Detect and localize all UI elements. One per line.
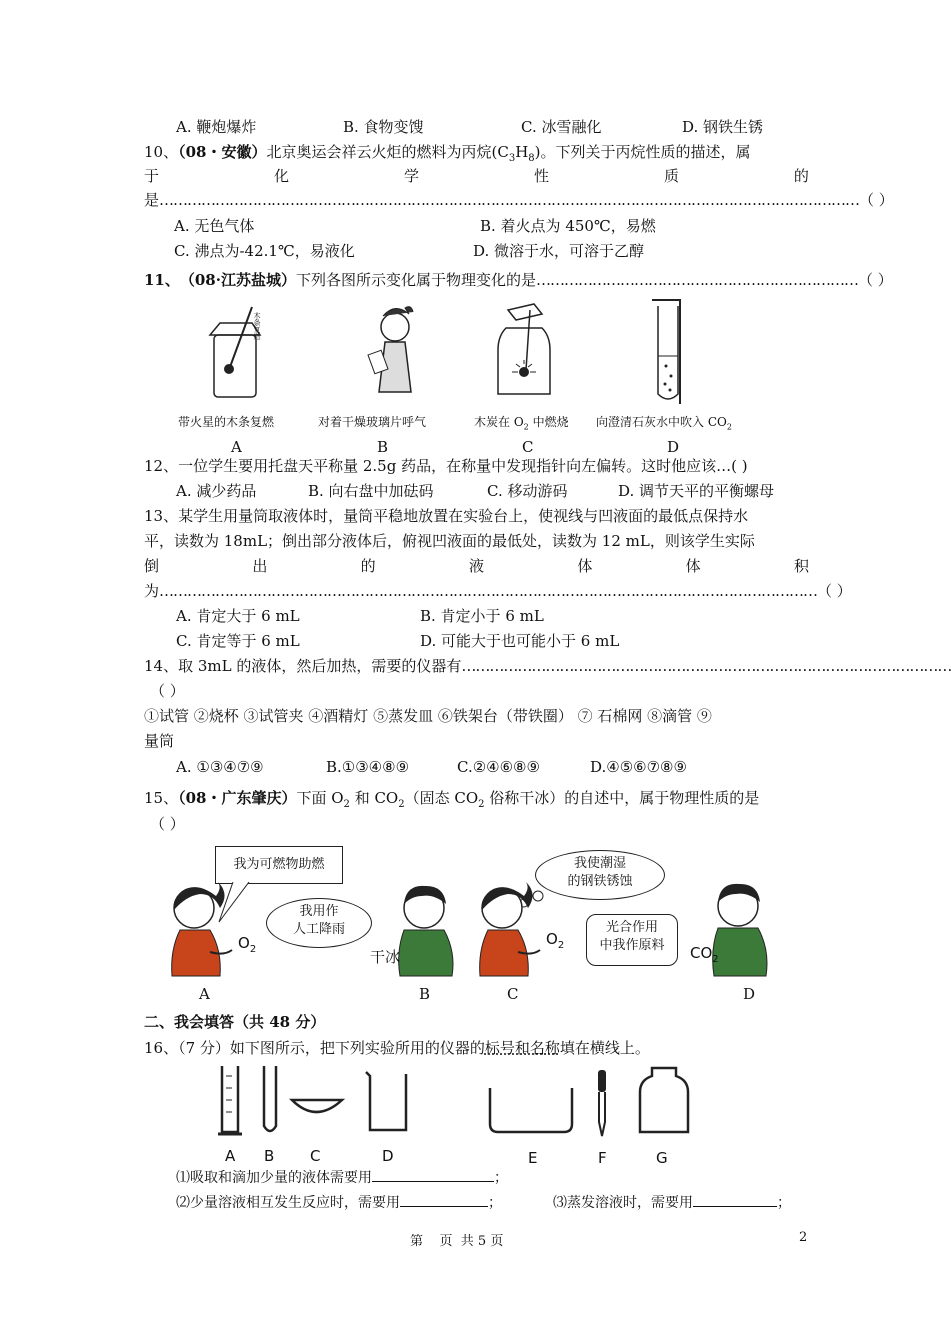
q13-option-b: B. 肯定小于 6 mL <box>420 607 544 625</box>
q13-line2: 平，读数为 18mL；倒出部分液体后，俯视凹液面的最低处，读数为 12 mL，则该学生实际 <box>144 532 755 550</box>
label-dry-ice: 干冰 <box>370 948 401 966</box>
apparatus-f: F <box>598 1149 607 1167</box>
q10-stem-line3: 是 …………………………………………………………………………………………………………………………………… （ ） <box>144 191 894 209</box>
q13-line3: 倒 出 的 液 体 体 积 <box>144 557 809 575</box>
q14-items-end: 量筒 <box>144 732 175 750</box>
bubble-a: 我为可燃物助燃 <box>215 846 343 884</box>
q15-letter-c: C <box>507 985 519 1003</box>
caption-c: 木炭在 $O_2$ 中燃烧 <box>474 415 569 432</box>
answer-blank-2[interactable] <box>400 1192 488 1207</box>
q15-letter-d: D <box>743 985 756 1003</box>
answer-blank-3[interactable] <box>693 1192 777 1207</box>
apparatus-c: C <box>310 1147 321 1165</box>
q14-option-d: D.④⑤⑥⑦⑧⑨ <box>590 758 687 776</box>
q12-option-d: D. 调节天平的平衡螺母 <box>618 482 775 500</box>
q10-option-a: A. 无色气体 <box>174 217 255 235</box>
caption-a: 带火星的木条复燃 <box>178 415 275 429</box>
q13-line4: 为 …………………………………………………………………………………………………………………………… （ ） <box>144 582 852 600</box>
q11-letter-d: D <box>667 438 680 456</box>
q14-option-b: B.①③④⑧⑨ <box>326 758 410 776</box>
apparatus-g: G <box>656 1149 668 1167</box>
q10-stem-line2: 于 化 学 性 质 的 <box>144 167 809 185</box>
q9-option-a: A. 鞭炮爆炸 <box>176 118 257 136</box>
q14-option-a: A. ①③④⑦⑨ <box>176 758 264 776</box>
label-o2-c: $O_2$ <box>546 930 565 951</box>
q14-option-c: C.②④⑥⑧⑨ <box>457 758 540 776</box>
q12-option-b: B. 向右盘中加砝码 <box>308 482 434 500</box>
q11-letter-b: B <box>377 438 389 456</box>
q16-fill-1: ⑴吸取和滴加少量的液体需要用 ； <box>176 1167 508 1188</box>
q10-stem: 10、（08・安徽）北京奥运会祥云火炬的燃料为丙烷$(C_3H_8)$。下列关于丙烷性质的描述，属 <box>144 143 751 164</box>
page-footer: 第 页 共 5 页 <box>410 1234 504 1249</box>
q14-items: ①试管 ②烧杯 ③试管夹 ④酒精灯 ⑤蒸发皿 ⑥铁架台（带铁圈） ⑦ 石棉网 ⑧滴管 ⑨ <box>144 707 712 725</box>
q10-option-d: D. 微溶于水，可溶于乙醇 <box>473 242 645 260</box>
bubble-c: 我使潮湿 的钢铁锈蚀 <box>535 850 665 900</box>
q9-option-c: C. 冰雪融化 <box>521 118 602 136</box>
q14-stem: 14、取 3mL 的液体，然后加热，需要的仪器有 …………………………………………………………………………………………… <box>144 657 951 675</box>
q10-option-b: B. 着火点为 450℃，易燃 <box>480 217 656 235</box>
boy-b-figure <box>392 882 462 976</box>
bubble-b: 我用作 人工降雨 <box>266 898 372 948</box>
bubble-d: 光合作用 中我作原料 <box>586 914 678 966</box>
q10-option-c: C. 沸点为-42.1℃，易液化 <box>174 242 355 260</box>
q16-stem: 16、（7 分）如下图所示，把下列实验所用的仪器的标号和名称填在横线上。 <box>144 1039 650 1057</box>
q13-option-d: D. 可能大于也可能小于 6 mL <box>420 632 620 650</box>
caption-b: 对着干燥玻璃片呼气 <box>318 415 427 429</box>
jar-label: 木条复燃 <box>253 312 261 340</box>
apparatus-e: E <box>528 1149 538 1167</box>
q15-letter-a: A <box>199 985 210 1003</box>
section-2-heading: 二、我会填答（共 48 分） <box>144 1013 326 1031</box>
q12-stem: 12、一位学生要用托盘天平称量 2.5g 药品，在称量中发现指针向左偏转。这时他应该…( ) <box>144 457 748 475</box>
girl-breathing-figure <box>365 302 420 402</box>
q16-fill-3: ⑶蒸发溶液时，需要用 ； <box>553 1192 791 1213</box>
q15-letter-b: B <box>419 985 431 1003</box>
jar-charcoal-figure <box>490 300 560 404</box>
q12-option-a: A. 减少药品 <box>176 482 257 500</box>
girl-c-figure <box>468 880 540 976</box>
apparatus-d: D <box>382 1147 394 1165</box>
q13-option-a: A. 肯定大于 6 mL <box>176 607 300 625</box>
q13-option-c: C. 肯定等于 6 mL <box>176 632 300 650</box>
q14-paren: （ ） <box>150 682 185 700</box>
q11-letter-c: C <box>522 438 534 456</box>
answer-blank-1[interactable] <box>372 1167 494 1182</box>
q11-stem: 11、 （08·江苏盐城） 下列各图所示变化属于物理变化的是 …………………………………………………………… （ ） <box>144 271 893 289</box>
label-o2-a: $O_2$ <box>238 934 257 955</box>
label-co2-d: $CO_2$ <box>690 944 719 965</box>
girl-a-figure <box>160 880 232 976</box>
q15-paren: （ ） <box>150 815 185 833</box>
apparatus-a: A <box>225 1147 236 1165</box>
test-tube-figure <box>644 296 694 406</box>
q11-letter-a: A <box>231 438 242 456</box>
q12-option-c: C. 移动游码 <box>487 482 568 500</box>
caption-d: 向澄清石灰水中吹入 $CO_2$ <box>596 415 732 432</box>
q9-option-d: D. 钢铁生锈 <box>682 118 764 136</box>
apparatus-figure <box>212 1062 702 1142</box>
q15-stem: 15、（08・广东肇庆）下面 $O_2$ 和 $CO_2$（固态 $CO_2$ 俗称干冰）的自述中，属于物理性质的是 <box>144 789 760 810</box>
q13-line1: 13、某学生用量筒取液体时，量筒平稳地放置在实验台上，使视线与凹液面的最低点保持水 <box>144 507 749 525</box>
page-number: 2 <box>799 1230 808 1245</box>
q9-option-b: B. 食物变馊 <box>343 118 424 136</box>
q16-fill-2: ⑵少量溶液相互发生反应时，需要用 ； <box>176 1192 502 1213</box>
apparatus-b: B <box>264 1147 275 1165</box>
